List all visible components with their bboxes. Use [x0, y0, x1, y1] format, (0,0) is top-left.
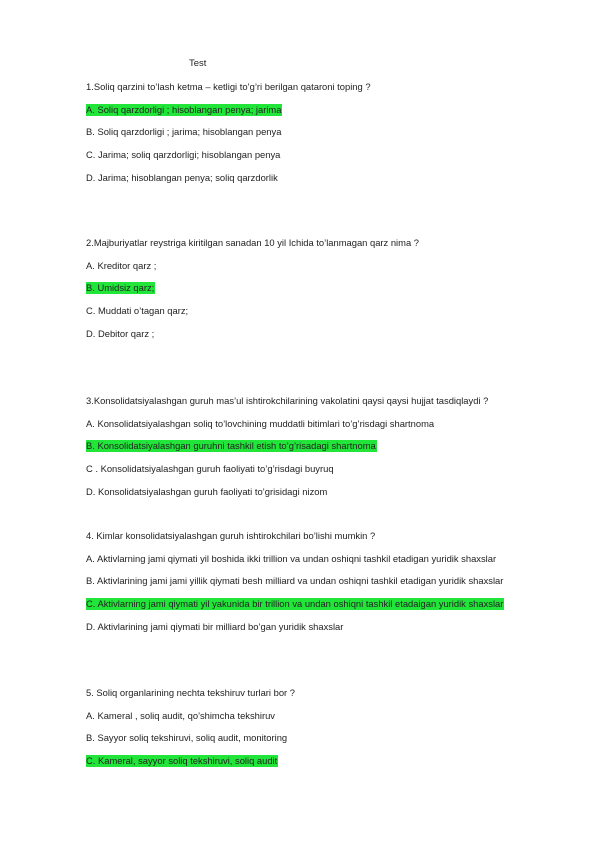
- answer-option: B. Soliq qarzdorligi ; jarima; hisoblangan penya: [86, 126, 282, 138]
- document-title: Test: [189, 58, 207, 69]
- answer-option: D. Debitor qarz ;: [86, 327, 155, 339]
- answer-option: C. Jarima; soliq qarzdorligi; hisoblangan penya: [86, 149, 281, 161]
- question-text: 1.Soliq qarzini to’lash ketma – ketligi to’g’ri berilgan qataroni toping ?: [86, 81, 371, 92]
- answer-option: D. Konsolidatsiyalashgan guruh faoliyati to’grisidagi nizom: [86, 485, 328, 497]
- question-block-3: [86, 395, 556, 508]
- answer-option: D. Jarima; hisoblangan penya; soliq qarzdorlik: [86, 171, 278, 183]
- answer-option: C. Muddati o’tagan qarz;: [86, 305, 189, 317]
- answer-option-correct: A. Soliq qarzdorligi ; hisoblangan penya; jarima: [86, 103, 282, 115]
- answer-option-correct: B. Konsolidatsiyalashgan guruhni tashkil etish to’g’risadagi shartnoma: [86, 440, 376, 452]
- question-text: 2.Majburiyatlar reystriga kiritilgan sanadan 10 yil Ichida to’lanmagan qarz nima ?: [86, 237, 419, 248]
- answer-option: A. Konsolidatsiyalashgan soliq to’lovchining muddatli bitimlari to’g’risdagi shartnoma: [86, 417, 435, 429]
- answer-option: A. Kreditor qarz ;: [86, 259, 157, 271]
- answer-option: C . Konsolidatsiyalashgan guruh faoliyati to’g’risdagi buyruq: [86, 463, 334, 475]
- question-block-4: [86, 530, 556, 643]
- question-block-1: [86, 81, 556, 194]
- question-block-5: [86, 687, 556, 778]
- answer-option: B. Aktivlarining jami jami yillik qiymati besh milliard va undan oshiqni tashkil etadigan yuridik shaxslar: [86, 575, 504, 587]
- answer-option: A. Aktivlarning jami qiymati yil boshida ikki trillion va undan oshiqni tashkil etadigan yuridik shaxslar: [86, 552, 497, 564]
- answer-option: D. Aktivlarining jami qiymati bir milliard bo’gan yuridik shaxslar: [86, 620, 344, 632]
- question-block-2: [86, 237, 556, 350]
- answer-option: B. Sayyor soliq tekshiruvi, soliq audit, monitoring: [86, 732, 288, 744]
- answer-option-correct: B. Umidsiz qarz;: [86, 282, 155, 294]
- question-text: 3.Konsolidatsiyalashgan guruh mas’ul ishtirokchilarining vakolatini qaysi qaysi hujjat tasdiqlaydi ?: [86, 395, 489, 406]
- question-text: 5. Soliq organlarining nechta tekshiruv turlari bor ?: [86, 687, 295, 698]
- answer-option-correct: C. Kameral, sayyor soliq tekshiruvi, soliq audit: [86, 755, 278, 767]
- answer-option-correct: C. Aktivlarning jami qiymati yil yakunida bir trillion va undan oshiqni tashkil etadaigan yuridik shaxslar: [86, 598, 504, 610]
- question-text: 4. Kimlar konsolidatsiyalashgan guruh ishtirokchilari bo’lishi mumkin ?: [86, 530, 376, 541]
- answer-option: A. Kameral , soliq audit, qo’shimcha tekshiruv: [86, 709, 275, 721]
